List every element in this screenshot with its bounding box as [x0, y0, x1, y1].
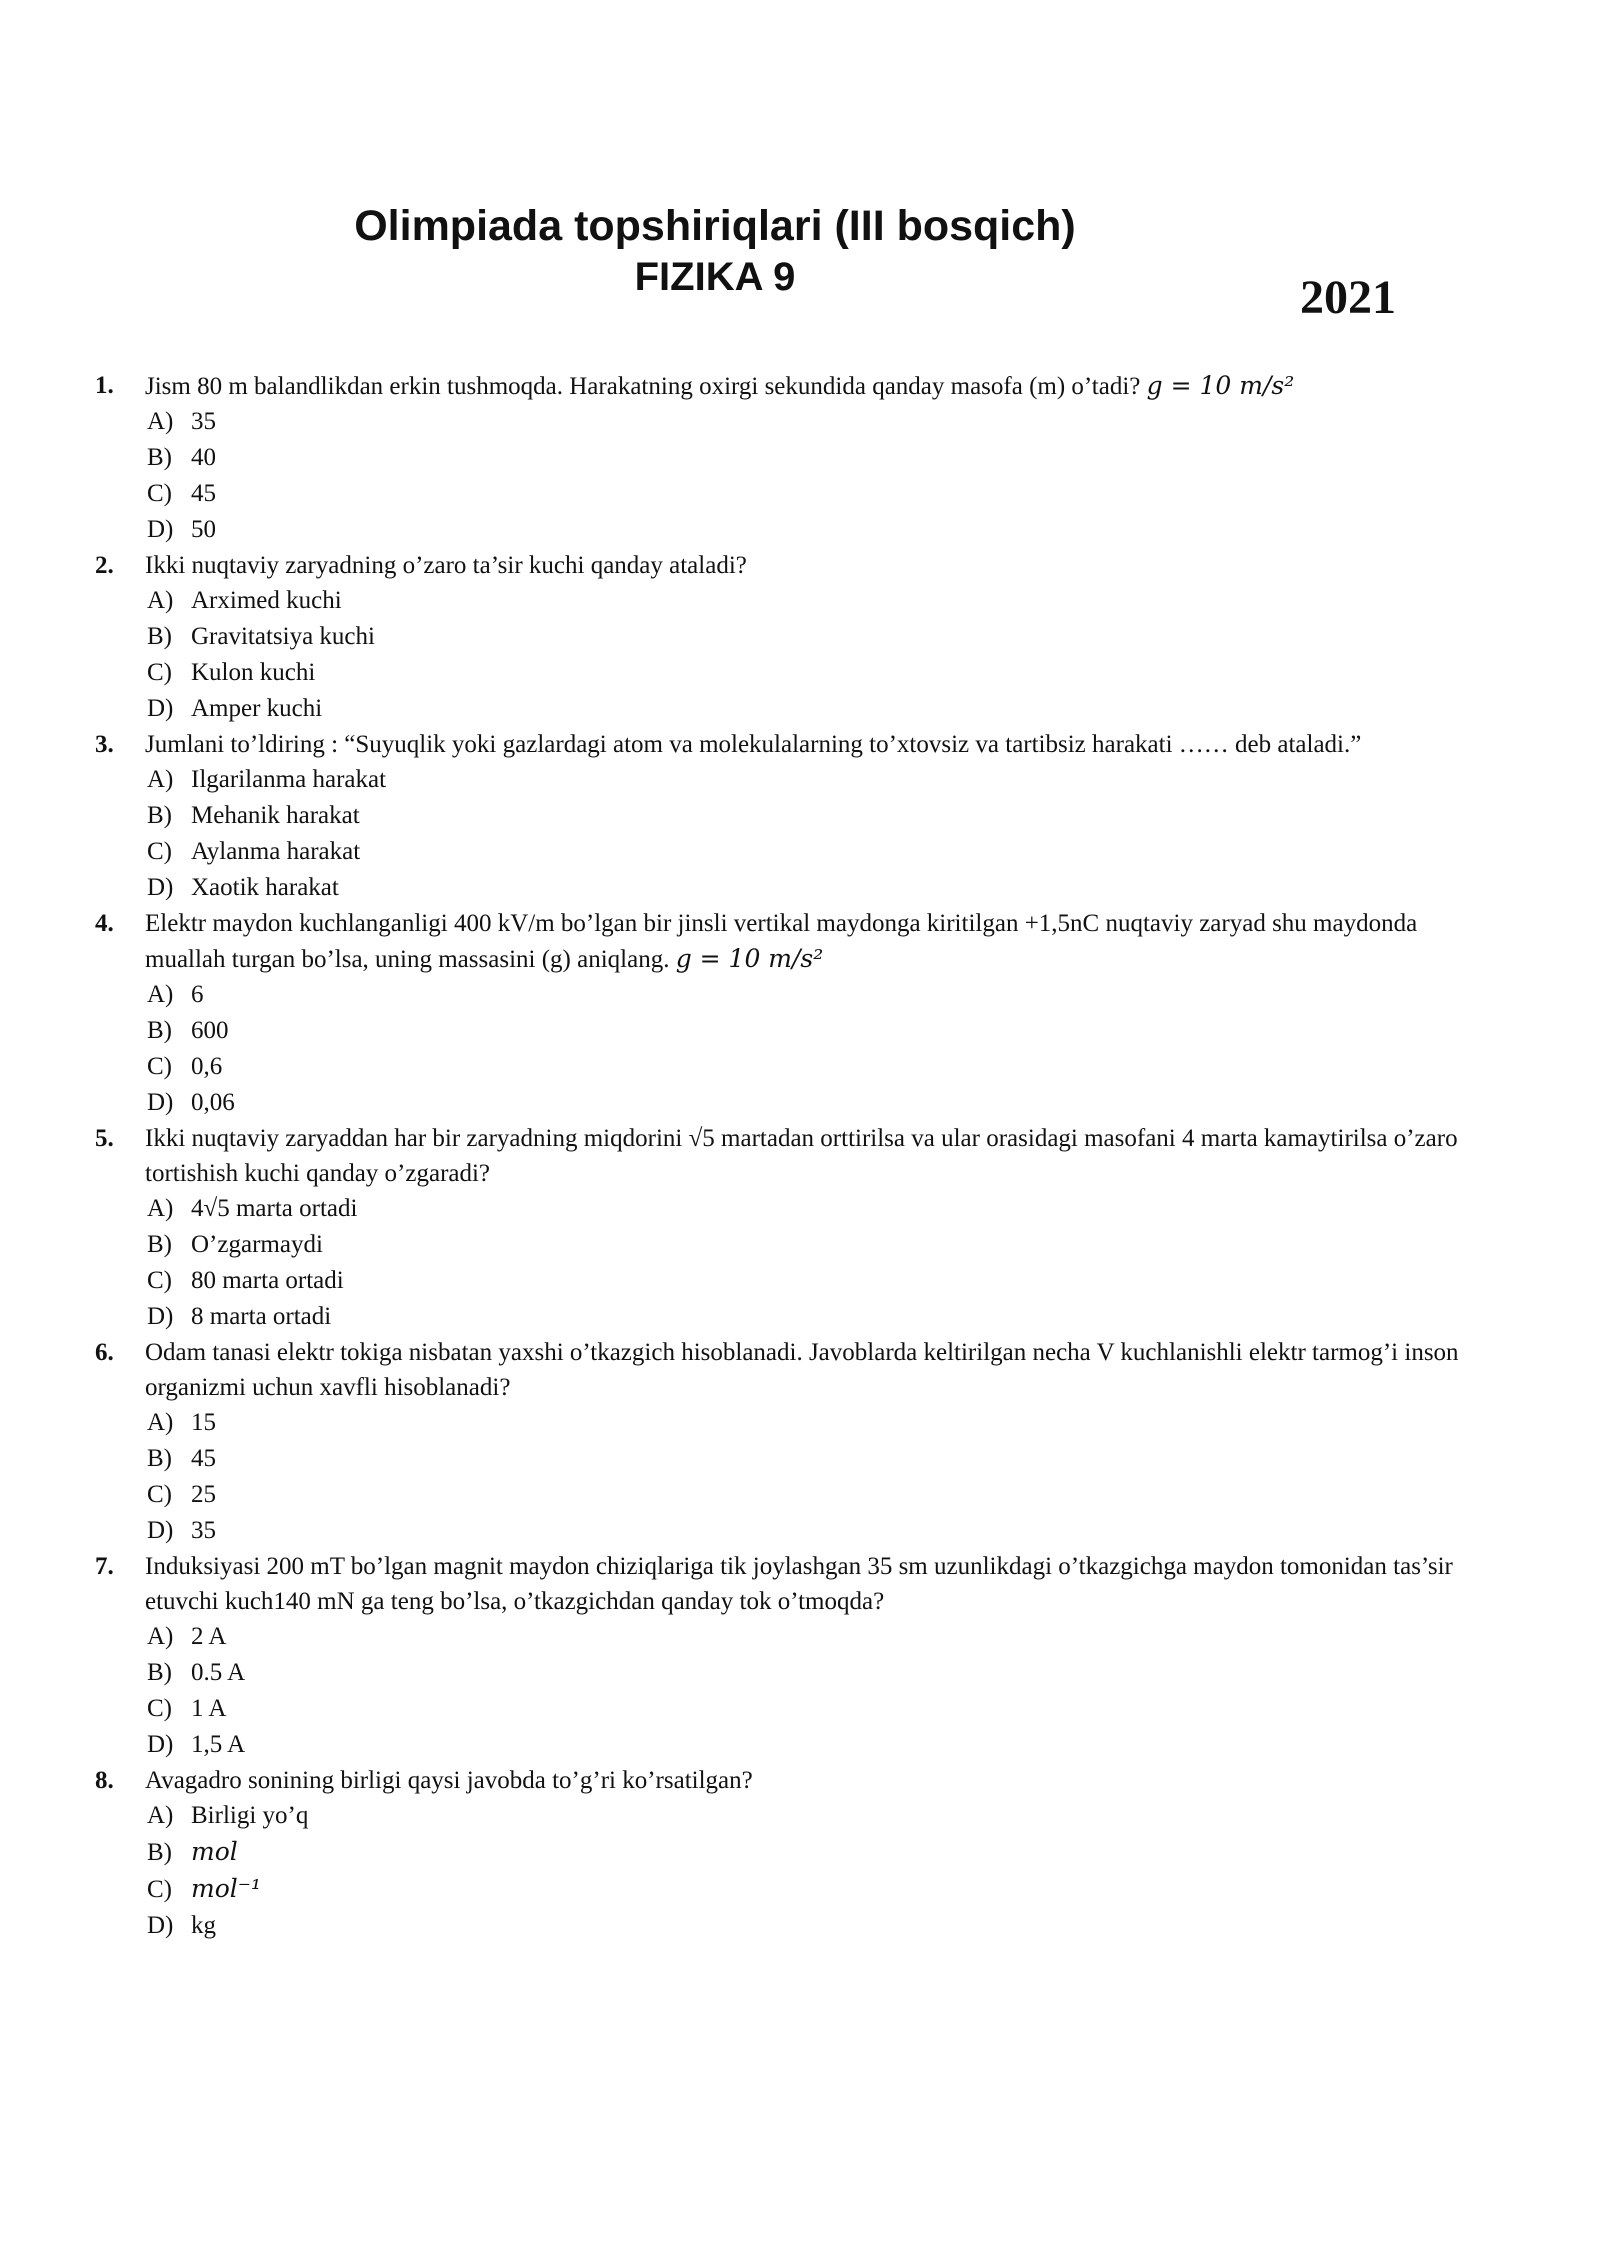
option-text: Amper kuchi — [191, 695, 323, 722]
question-4 — [95, 906, 1495, 1121]
question-formula: g = 10 m/s² — [675, 944, 824, 973]
option-d[interactable] — [95, 1727, 1495, 1763]
option-letter: D) — [147, 1303, 174, 1330]
option-text: Birligi yo’q — [191, 1802, 309, 1829]
option-letter: B) — [147, 1017, 172, 1044]
option-b[interactable] — [95, 440, 1495, 476]
option-a[interactable] — [95, 1191, 1495, 1227]
option-d[interactable] — [95, 512, 1495, 548]
option-b[interactable] — [95, 1834, 1495, 1871]
option-letter: D) — [147, 1731, 174, 1758]
option-letter: B) — [147, 1839, 172, 1866]
option-letter: B) — [147, 444, 172, 471]
option-a[interactable] — [95, 977, 1495, 1013]
option-a[interactable] — [95, 1619, 1495, 1655]
option-letter: C) — [147, 1481, 172, 1508]
question-5 — [95, 1121, 1495, 1335]
option-letter: B) — [147, 1659, 172, 1686]
option-letter: C) — [147, 1053, 172, 1080]
option-b[interactable] — [95, 1227, 1495, 1263]
option-text: mol — [191, 1837, 238, 1866]
question-text: Induksiyasi 200 mT bo’lgan magnit maydon chiziqlariga tik joylashgan 35 sm uzunlikdagi o’tkazgichga maydon tomonidan tas’sir etuvchi kuch140 mN ga teng bo’lsa, o’tkazgichdan qanday tok o’tmoqda? — [145, 1553, 1453, 1615]
option-d[interactable] — [95, 1085, 1495, 1121]
option-letter: C) — [147, 1876, 172, 1903]
option-text: O’zgarmaydi — [191, 1231, 323, 1258]
option-c[interactable] — [95, 1871, 1495, 1908]
option-text: Gravitatsiya kuchi — [191, 623, 375, 650]
option-text: 1 A — [191, 1695, 227, 1722]
option-letter: C) — [147, 480, 172, 507]
question-7 — [95, 1549, 1495, 1763]
question-number: 6. — [95, 1339, 114, 1366]
option-text: 80 marta ortadi — [191, 1267, 344, 1294]
option-text: Xaotik harakat — [191, 874, 339, 901]
option-letter: A) — [147, 408, 174, 435]
option-c[interactable] — [95, 1263, 1495, 1299]
question-6 — [95, 1335, 1495, 1549]
option-text: 6 — [191, 981, 204, 1008]
option-text: 45 — [191, 1445, 216, 1472]
option-letter: A) — [147, 766, 174, 793]
option-letter: D) — [147, 874, 174, 901]
question-2 — [95, 548, 1495, 727]
option-letter: D) — [147, 516, 174, 543]
question-number: 7. — [95, 1553, 114, 1580]
option-text: 2 A — [191, 1623, 227, 1650]
question-text: Avagadro sonining birligi qaysi javobda to’g’ri ko’rsatilgan? — [145, 1767, 753, 1794]
option-text: Mehanik harakat — [191, 802, 360, 829]
option-text: mol⁻¹ — [191, 1874, 261, 1903]
option-a[interactable] — [95, 404, 1495, 440]
option-letter: C) — [147, 659, 172, 686]
option-text: 45 — [191, 480, 216, 507]
option-text: 15 — [191, 1409, 216, 1436]
option-text: 50 — [191, 516, 216, 543]
option-text: Kulon kuchi — [191, 659, 316, 686]
option-d[interactable] — [95, 1908, 1495, 1944]
option-d[interactable] — [95, 1299, 1495, 1335]
question-text: Elektr maydon kuchlanganligi 400 kV/m bo’lgan bir jinsli vertikal maydonga kiritilgan +1,5nC nuqtaviy zaryad shu maydonda muallah turgan bo’lsa, uning massasini (g) aniqlang. — [145, 910, 1418, 973]
question-text: Ikki nuqtaviy zaryaddan har bir zaryadning miqdorini √5 martadan orttirilsa va ular orasidagi masofani 4 marta kamaytirilsa o’zaro tortishish kuchi qanday o’zgaradi? — [145, 1125, 1458, 1187]
option-letter: D) — [147, 1089, 174, 1116]
question-list — [95, 368, 1495, 1944]
question-number: 3. — [95, 731, 114, 758]
option-c[interactable] — [95, 1691, 1495, 1727]
option-text: kg — [191, 1912, 216, 1939]
option-letter: B) — [147, 802, 172, 829]
option-text: 0,06 — [191, 1089, 235, 1116]
option-letter: D) — [147, 1517, 174, 1544]
question-text: Odam tanasi elektr tokiga nisbatan yaxshi o’tkazgich hisoblanadi. Javoblarda keltirilgan necha V kuchlanishli elektr tarmog’i inson organizmi uchun xavfli hisoblanadi? — [145, 1339, 1459, 1401]
option-d[interactable] — [95, 1513, 1495, 1549]
question-text: Jism 80 m balandlikdan erkin tushmoqda. Harakatning oxirgi sekundida qanday masofa (m) o’tadi? — [145, 373, 1141, 400]
option-letter: B) — [147, 623, 172, 650]
option-text: 40 — [191, 444, 216, 471]
option-c[interactable] — [95, 1477, 1495, 1513]
question-8 — [95, 1763, 1495, 1944]
option-letter: A) — [147, 1195, 174, 1222]
option-letter: B) — [147, 1231, 172, 1258]
option-letter: A) — [147, 981, 174, 1008]
option-text: 1,5 A — [191, 1731, 246, 1758]
question-number: 8. — [95, 1767, 114, 1794]
option-a[interactable] — [95, 762, 1495, 798]
option-a[interactable] — [95, 1798, 1495, 1834]
option-d[interactable] — [95, 691, 1495, 727]
question-number: 5. — [95, 1125, 114, 1152]
option-text: 8 marta ortadi — [191, 1303, 332, 1330]
option-c[interactable] — [95, 1049, 1495, 1085]
page-subtitle: FIZIKA 9 — [634, 255, 796, 299]
option-b[interactable] — [95, 1441, 1495, 1477]
option-b[interactable] — [95, 1655, 1495, 1691]
option-letter: D) — [147, 695, 174, 722]
year-label: 2021 — [1300, 271, 1396, 324]
question-text: Ikki nuqtaviy zaryadning o’zaro ta’sir kuchi qanday ataladi? — [145, 552, 747, 579]
option-text: 600 — [191, 1017, 229, 1044]
option-text: Ilgarilanma harakat — [191, 766, 387, 793]
option-b[interactable] — [95, 1013, 1495, 1049]
option-letter: A) — [147, 1802, 174, 1829]
option-text: 25 — [191, 1481, 216, 1508]
option-text: 0.5 A — [191, 1659, 246, 1686]
option-letter: A) — [147, 587, 174, 614]
option-text: Aylanma harakat — [191, 838, 361, 865]
question-number: 4. — [95, 910, 114, 937]
option-d[interactable] — [95, 870, 1495, 906]
option-letter: A) — [147, 1623, 174, 1650]
question-number: 1. — [95, 372, 114, 399]
option-c[interactable] — [95, 655, 1495, 691]
option-letter: C) — [147, 838, 172, 865]
option-letter: C) — [147, 1695, 172, 1722]
option-letter: D) — [147, 1912, 174, 1939]
option-letter: C) — [147, 1267, 172, 1294]
option-text: 35 — [191, 408, 216, 435]
question-formula: g = 10 m/s² — [1146, 371, 1295, 400]
option-c[interactable] — [95, 476, 1495, 512]
option-letter: A) — [147, 1409, 174, 1436]
option-b[interactable] — [95, 619, 1495, 655]
option-a[interactable] — [95, 1405, 1495, 1441]
option-text: 4√5 marta ortadi — [191, 1195, 358, 1222]
option-text: Arximed kuchi — [191, 587, 342, 614]
option-letter: B) — [147, 1445, 172, 1472]
question-3 — [95, 727, 1495, 906]
question-text: Jumlani to’ldiring : “Suyuqlik yoki gazlardagi atom va molekulalarning to’xtovsiz va tartibsiz harakati …… deb ataladi.” — [145, 731, 1362, 758]
option-c[interactable] — [95, 834, 1495, 870]
option-text: 0,6 — [191, 1053, 223, 1080]
page-title: Olimpiada topshiriqlari (III bosqich) — [354, 202, 1076, 250]
option-text: 35 — [191, 1517, 216, 1544]
option-a[interactable] — [95, 583, 1495, 619]
question-number: 2. — [95, 552, 114, 579]
option-b[interactable] — [95, 798, 1495, 834]
question-1 — [95, 368, 1495, 548]
